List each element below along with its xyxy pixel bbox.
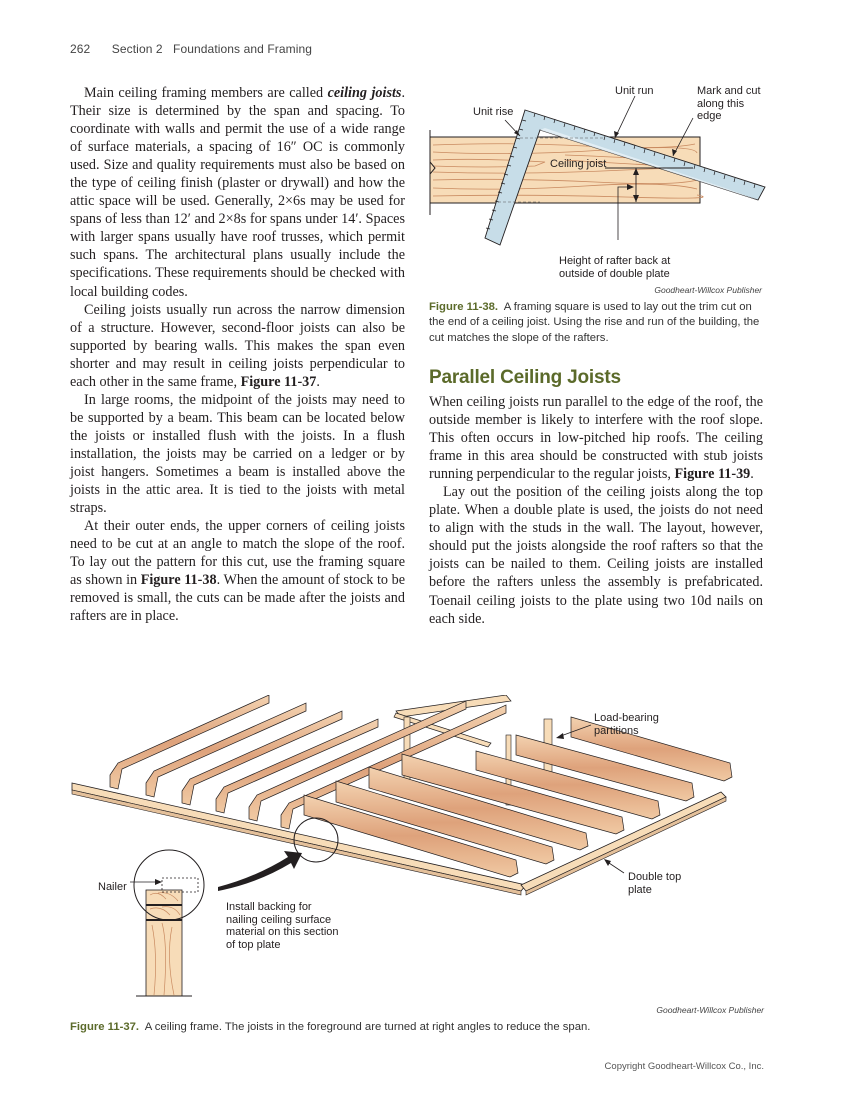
label-line: outside of double plate — [559, 267, 670, 280]
caption-text: A ceiling frame. The joists in the foreground are turned at right angles to reduce the span. — [144, 1021, 591, 1033]
label-install-backing — [226, 901, 339, 951]
label-line: Load-bearing — [594, 712, 659, 724]
text-run: . Their size is determined by the span and spacing. To coordinate with walls and permit the use of a wide range of surface materials, a spacing of 16″ OC is commonly used. Size and quality requirements must also be based on the type of ceiling finish (plaster or drywall) and how the attic space will be used. Generally, 2×6s may be used for spans of less than 12′ and 2×8s for spans under 14′. Spaces with larger spans usually have roof trusses, which permit such spans. The architectural plans usually include the specifications. These requirements should be checked with local building codes. — [70, 85, 405, 300]
label-line: plate — [628, 883, 652, 896]
label-double-top-plate — [628, 871, 681, 896]
paragraph: Lay out the position of the ceiling joists along the top plate. When a double plate is used, the joists do not need to align with the studs in the wall. The layout, however, should put the joists alongside the roof rafters so that the joists can be nailed to them. Ceiling joists are installed before the rafters unless the assembly is prefabricated. Toenail ceiling joists to the plate using two 10d nails on each side. — [429, 484, 763, 627]
label-line: along this — [697, 97, 745, 110]
text-run: When ceiling joists run parallel to the edge of the roof, the outside member is likely to interfere with the roof slope. This often occurs in low-pitched hip roofs. The ceiling frame in this area should be constructed with stub joists running perpendicular to the regular joists, — [429, 394, 763, 483]
text-run: Ceiling joists usually run across the narrow dimension of a structure. However, second-floor joists can also be supported by bearing walls. This makes the span even shorter and may result in ceiling joists perpendicular to each other in the same frame, — [70, 301, 405, 390]
section-label: Section 2 — [111, 42, 163, 56]
label-line: Height of rafter back at — [559, 255, 671, 267]
section-heading: Parallel Ceiling Joists — [429, 367, 621, 388]
page-number: 262 — [70, 42, 91, 56]
section-title: Foundations and Framing — [173, 42, 313, 56]
text-run: Main ceiling framing members are called — [84, 85, 328, 101]
running-head — [70, 42, 312, 56]
label-line: Mark and cut — [697, 85, 761, 97]
label-line: material on this section — [226, 926, 339, 938]
ceiling-frame-illustration — [66, 695, 796, 1005]
figure-reference[interactable]: Figure 11-39 — [674, 466, 751, 483]
copyright-notice: Copyright Goodheart-Willcox Co., Inc. — [604, 1061, 764, 1072]
text-run: . When the amount of stock to be removed is small, the cuts can be made after the joists and rafters are in place. — [70, 572, 406, 625]
paragraph — [70, 84, 405, 301]
label-load-bearing-partitions — [594, 712, 659, 737]
figure-reference[interactable]: Figure 11-38 — [140, 572, 217, 589]
right-column — [429, 393, 763, 628]
label-mark-and-cut — [697, 85, 761, 123]
label-line: edge — [697, 110, 722, 122]
figure-11-37 — [66, 695, 796, 1005]
label-height-of-rafter — [559, 255, 670, 280]
figure-number: Figure 11-38. — [429, 301, 499, 313]
paragraph — [70, 517, 405, 625]
text-run: . — [750, 466, 754, 483]
figure-reference[interactable]: Figure 11-37 — [240, 373, 317, 390]
figure-credit: Goodheart-Willcox Publisher — [656, 1005, 764, 1015]
caption-text: A framing square is used to lay out the trim cut on the end of a ceiling joist. Using the rise and run of the building, the cut matches the slope of the rafters. — [429, 301, 760, 344]
paragraph — [429, 393, 763, 483]
label-line: nailing ceiling surface — [226, 913, 332, 926]
key-term: ceiling joists — [327, 85, 402, 101]
figure-11-37-caption — [70, 1020, 790, 1035]
label-line: Install backing for — [226, 901, 312, 913]
label-unit-rise: Unit rise — [473, 106, 514, 118]
label-nailer: Nailer — [98, 881, 127, 893]
figure-credit: Goodheart-Willcox Publisher — [654, 285, 762, 295]
label-line: Double top — [628, 871, 682, 883]
label-unit-run: Unit run — [615, 85, 654, 97]
label-ceiling-joist: Ceiling joist — [550, 158, 607, 170]
paragraph: In large rooms, the midpoint of the joists may need to be supported by a beam. This beam can be located below the joists or installed flush with the joists. In a flush installation, the joists may be carried on a ledger or by joist hangers. Sometimes a beam is installed above the joists in the attic area. It is tied to the joists with metal straps. — [70, 391, 405, 517]
text-run: At their outer ends, the upper corners of ceiling joists need to be cut at an angle to match the slope of the roof. To lay out the pattern for this cut, use the framing square as shown in — [70, 518, 405, 589]
paragraph — [70, 301, 405, 391]
text-run: . — [316, 373, 320, 390]
label-line: partitions — [594, 724, 639, 737]
label-line: of top plate — [226, 938, 281, 951]
figure-11-38 — [425, 80, 770, 300]
figure-number: Figure 11-37. — [70, 1021, 140, 1033]
figure-11-38-caption — [429, 300, 769, 346]
left-column — [70, 84, 405, 625]
